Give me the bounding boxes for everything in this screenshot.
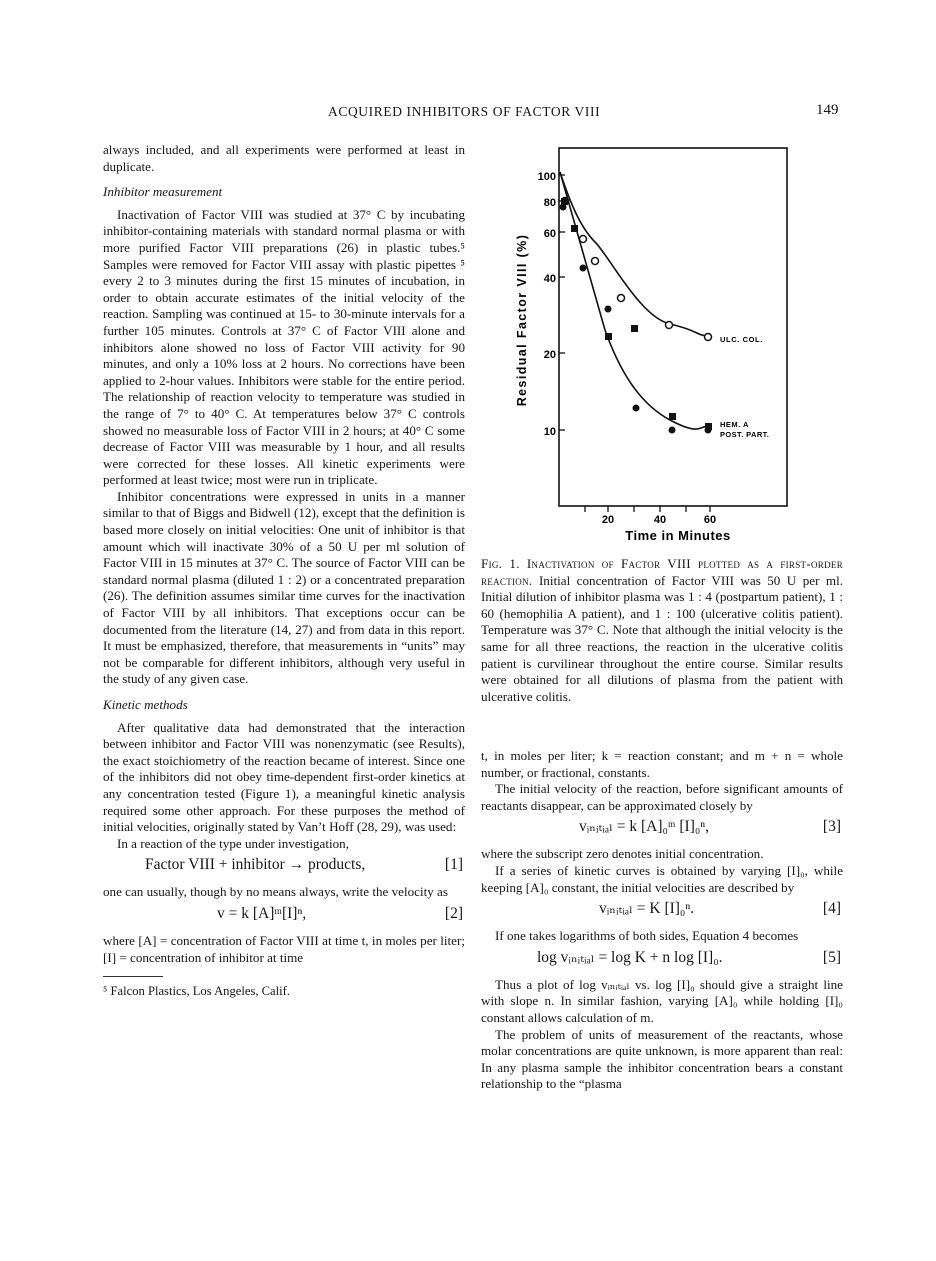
point-hem-a xyxy=(669,413,676,420)
x-axis-title: Time in Minutes xyxy=(625,528,731,543)
equation-body: log vᵢₙᵢₜᵢₐₗ = log K + n log [I]₀. xyxy=(537,948,723,966)
point-post-part xyxy=(580,265,587,272)
x-tick-label: 40 xyxy=(653,514,667,526)
curve-hemophilia xyxy=(605,330,708,429)
point-ulc-col xyxy=(705,334,712,341)
equation-body: vᵢₙᵢₜᵢₐₗ = k [A]₀ᵐ [I]₀ⁿ, xyxy=(579,818,710,836)
caption-label: Fig. 1. Inactivation of Factor VIII plotted as a first-order reaction. xyxy=(481,556,843,588)
point-post-part xyxy=(705,427,712,434)
x-tick-label: 60 xyxy=(703,514,717,526)
caption-text: Initial concentration of Factor VIII was 50 U per ml. Initial dilution of inhibitor plasma was 1 : 4 (postpartum patient), 1 : 60 (hemophilia A patient), and 1 : 100 (ulcerative colitis patient). Temperature was 37° C. Note that although the initial velocity is the same for all three reactions, the reaction in the ulcerative colitis patient is curvilinear throughout the entire course. Similar results were obtained for all dilutions of plasma from the patient with ulcerative colitis. xyxy=(481,572,843,704)
paragraph: where the subscript zero denotes initial concentration. xyxy=(481,846,764,862)
page-number: 149 xyxy=(816,102,839,118)
y-tick-label: 80 xyxy=(543,197,556,209)
point-ulc-col xyxy=(666,322,673,329)
equation-2 xyxy=(103,904,465,930)
equation-5 xyxy=(481,948,843,974)
line-postpartum xyxy=(560,172,605,330)
right-column xyxy=(481,748,843,1093)
y-tick-label: 10 xyxy=(543,426,556,438)
paragraph: always included, and all experiments were performed at least in duplicate. xyxy=(103,142,465,174)
equation-1 xyxy=(103,855,465,881)
equation-number: [2] xyxy=(444,904,463,922)
point-post-part xyxy=(560,204,567,211)
footnote: ⁵ Falcon Plastics, Los Angeles, Calif. xyxy=(103,984,290,999)
point-ulc-col xyxy=(592,258,599,265)
equation-number: [1] xyxy=(444,856,463,874)
paragraph: After qualitative data had demonstrated that the interaction between inhibitor and Factor VIII was nonenzymatic (see Results), the exact stoichiometry of the reaction became of interest. Since one of the inhibitors did not obey time-dependent first-order kinetics at any concentration tested (Figure 1), a meaningful kinetic analysis required some other approach. For these purposes the method of initial velocities, originally stated by Van’t Hoff (28, 29), was used: xyxy=(103,719,465,835)
y-tick-label: 20 xyxy=(543,349,556,361)
point-hem-a xyxy=(605,333,612,340)
equation-body: v = k [A]ᵐ[I]ⁿ, xyxy=(217,904,307,922)
point-hem-a xyxy=(631,325,638,332)
point-ulc-col xyxy=(580,236,587,243)
running-title: ACQUIRED INHIBITORS OF FACTOR VIII xyxy=(328,104,601,119)
paragraph: If a series of kinetic curves is obtained by varying [I]₀, while keeping [A]₀ constant, the initial velocities are described by xyxy=(481,862,843,895)
paragraph: In a reaction of the type under investigation, xyxy=(117,835,349,851)
label-hem-a: HEM. A xyxy=(720,420,749,429)
y-axis-title: Residual Factor VIII (%) xyxy=(515,233,529,407)
point-ulc-col xyxy=(618,295,625,302)
figure-1 xyxy=(510,142,810,552)
section-heading-inhibitor-measurement: Inhibitor measurement xyxy=(103,184,223,200)
paragraph: Inactivation of Factor VIII was studied at 37° C by incubating inhibitor-containing materials with standard normal plasma or with more purified Factor VIII preparations (26) in plastic tubes.⁵ Samples were removed for Factor VIII assay with plastic pipettes ⁵ every 2 to 3 minutes during the first 15 minutes of incubation, in order to obtain accurate estimates of the initial velocity of the reaction. Sampling was continued at 15- to 30-minute intervals for a further 105 minutes. Controls at 37° C of Factor VIII alone and inhibitors alone showed no loss of Factor VIII activity for 90 minutes, and only a 10% loss at 2 hours. No corrections have been applied to 2-hour values. Inhibitors were stable for the entire period. The relationship of reaction velocity to temperature was studied in the range of 7° to 40° C. At temperatures below 37° C controls showed no measurable loss of Factor VIII in 2 hours; at 40° C some decrease of Factor VIII was measurable by 1 hour, and all results were corrected for these losses. All kinetic experiments were performed at least twice; most were run in triplicate. xyxy=(103,206,465,488)
paragraph: Thus a plot of log vᵢₙᵢₜᵢₐₗ vs. log [I]₀ should give a straight line with slope n. In similar fashion, varying [A]₀ while holding [I]₀ constant allows calculation of m. xyxy=(481,976,843,1025)
left-column xyxy=(103,142,465,1000)
x-tick-label: 20 xyxy=(601,514,615,526)
point-post-part xyxy=(669,427,676,434)
section-heading-kinetic-methods: Kinetic methods xyxy=(103,697,188,712)
chart-frame xyxy=(559,148,787,506)
y-tick-label: 40 xyxy=(543,273,556,285)
paragraph: If one takes logarithms of both sides, Equation 4 becomes xyxy=(495,928,799,944)
paragraph: t, in moles per liter; k = reaction constant; and m + n = whole number, or fractional, constants. xyxy=(481,748,843,780)
paragraph: Inhibitor concentrations were expressed in units in a manner similar to that of Biggs and Bidwell (12), except that the definition is based more closely on initial velocities: One unit of inhibitor is that amount which will inactivate 30% of a 50 U per ml solution of Factor VIII in 15 minutes at 37° C. The source of Factor VIII can be standard normal plasma (diluted 1 : 2) or a concentrated preparation (26). The definition assumes similar time curves for the inactivation of Factor VIII by all inhibitors. That exceptions occur can be documented from the literature (14, 27) and from data in this report. It must be emphasized, therefore, that measurements in “units” may not be comparable for different inhibitors, although very useful in the study of any given case. xyxy=(103,488,465,687)
equation-body: vᵢₙᵢₜᵢₐₗ = K [I]₀ⁿ. xyxy=(599,900,695,918)
y-tick-label: 60 xyxy=(543,228,556,240)
equation-number: [5] xyxy=(822,948,841,966)
paragraph: where [A] = concentration of Factor VIII at time t, in moles per liter; [I] = concentration of inhibitor at time xyxy=(103,932,465,965)
label-ulc-col: ULC. COL. xyxy=(720,335,763,344)
equation-3 xyxy=(481,817,843,843)
curve-ulcerative-colitis xyxy=(560,172,708,336)
page-header xyxy=(0,104,936,124)
equation-number: [4] xyxy=(822,900,841,918)
equation-4 xyxy=(481,899,843,925)
equation-body: Factor VIII + inhibitor → products, xyxy=(145,856,366,874)
paragraph: The initial velocity of the reaction, before significant amounts of reactants disappear, can be approximated closely by xyxy=(481,781,843,813)
chart-svg xyxy=(510,142,810,552)
label-post-part: POST. PART. xyxy=(720,430,770,439)
equation-number: [3] xyxy=(822,818,841,836)
footnote-rule xyxy=(103,976,163,977)
figure-caption xyxy=(481,556,843,705)
y-tick-label: 100 xyxy=(537,171,556,183)
point-post-part xyxy=(605,306,612,313)
point-hem-a xyxy=(571,225,578,232)
paragraph: The problem of units of measurement of the reactants, whose molar concentrations are quite unknown, is more apparent than real: In any plasma sample the inhibitor concentration bears a constant relationship to the “plasma xyxy=(481,1026,843,1092)
point-post-part xyxy=(633,405,640,412)
paragraph: one can usually, though by no means always, write the velocity as xyxy=(103,884,448,900)
